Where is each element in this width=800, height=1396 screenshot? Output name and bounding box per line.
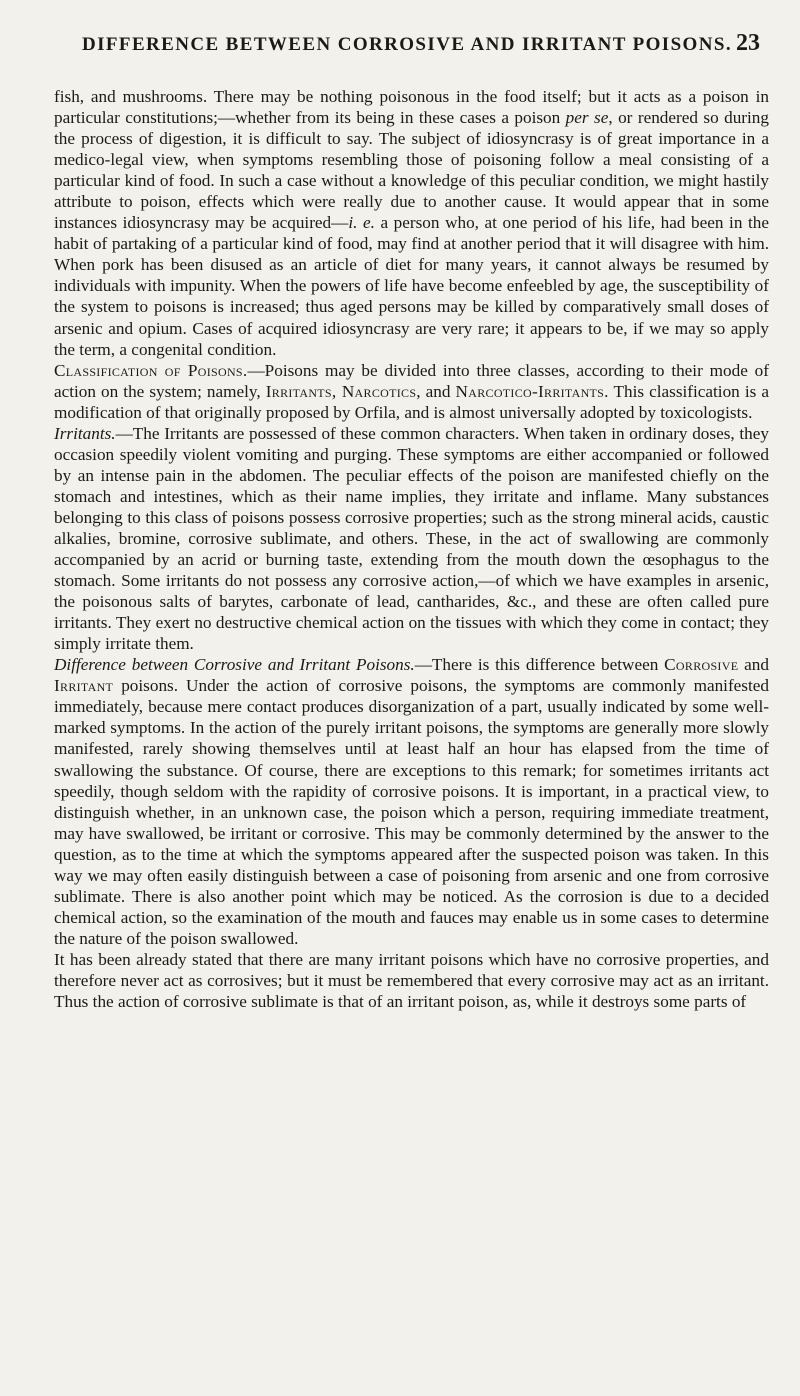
- running-head: DIFFERENCE BETWEEN CORROSIVE AND IRRITANT POISONS.: [82, 34, 732, 55]
- text-run: —Poisons may be divided into three classes, according to their mode of action on the system; namely,: [54, 360, 769, 401]
- text-run: , or rendered so during the process of digestion, it is difficult to say. The subject of idiosyncrasy is of great importance in a medico-legal view, when symptoms resembling those of poisoning follow a meal consisting of a particular kind of food. In such a case without a knowledge of this peculiar condition, we might hastily attribute to poison, effects which were really due to another cause. It would appear that in some instances idiosyncrasy may be acquired—: [54, 108, 769, 233]
- page-header: [54, 30, 760, 64]
- paragraph-final: [54, 949, 769, 1012]
- text-run: a person who, at one period of his life, had been in the habit of partaking of a particular kind of food, may find at another period that it will disagree with him. When pork has been disused as an article of diet for many years, it cannot always be resumed by individuals with impunity. When the powers of life have become enfeebled by age, the susceptibility of the system to poisons is increased; thus aged persons may be killed by comparatively small doses of arsenic and opium. Cases of acquired idiosyncrasy are very rare; it appears to be, if we may so apply the term, a congenital condition.: [54, 213, 769, 359]
- page-number: 23: [736, 30, 760, 56]
- text-run: , and: [416, 381, 456, 401]
- section-heading: Classification of Poisons.: [54, 360, 248, 380]
- text-run: It has been already stated that there are many irritant poisons which have no corrosive properties, and therefore never act as corrosives; but it must be remembered that every corrosive may act as an irritant. Thus the action of corrosive sublimate is that of an irritant poison, as, while it destroys some parts of: [54, 949, 769, 1012]
- text-run: fish, and mushrooms. There may be nothing poisonous in the food itself; but it acts as a poison in particular constitutions;—whether from its being in these cases a poison: [54, 87, 769, 128]
- italic-run: per se: [565, 108, 609, 128]
- section-heading: Difference between Corrosive and Irritant Poisons.: [54, 655, 415, 675]
- smallcaps-run: Irritants, Narcotics: [265, 381, 417, 401]
- paragraph-irritants: [54, 423, 769, 655]
- smallcaps-run: Corrosive: [664, 655, 739, 675]
- text-run: —The Irritants are possessed of these common characters. When taken in ordinary doses, they occasion speedily violent vomiting and purging. These symptoms are either accompanied or followed by an intense pain in the abdomen. The peculiar effects of the poison are manifested chiefly on the stomach and intestines, which as their name implies, they irritate and inflame. Many substances belonging to this class of poisons possess corrosive properties; such as the strong mineral acids, caustic alkalies, bromine, corrosive sublimate, and others. These, in the act of swallowing are commonly accompanied by an acrid or burning taste, extending from the mouth down the œsophagus to the stomach. Some irritants do not possess any corrosive action,—of which we have examples in arsenic, the poisonous salts of barytes, carbonate of lead, cantharides, &c., and these are often called pure irritants. They exert no destructive chemical action on the tissues with which they come in contact; they simply irritate them.: [54, 423, 769, 654]
- section-heading: Irritants.: [54, 423, 116, 443]
- paragraph-classification: [54, 360, 769, 423]
- body-text: [54, 86, 769, 1012]
- paragraph-difference: [54, 654, 769, 949]
- italic-run: i. e.: [348, 213, 375, 233]
- text-run: This classification is a modification of that originally proposed by Orfila, and is almost universally adopted by toxicologists.: [54, 381, 769, 422]
- text-run: and: [738, 655, 769, 675]
- smallcaps-run: Narcotico-Irritants.: [455, 381, 609, 401]
- text-run: —There is this difference between: [414, 655, 665, 675]
- smallcaps-run: Irritant: [54, 676, 114, 696]
- text-run: poisons. Under the action of corrosive poisons, the symptoms are commonly manifested immediately, because mere contact produces disorganization of a part, usually indicated by some well-marked symptoms. In the action of the purely irritant poisons, the symptoms are generally more slowly manifested, rarely showing themselves until at least half an hour has elapsed from the time of swallowing the substance. Of course, there are exceptions to this remark; for sometimes irritants act speedily, though seldom with the rapidity of corrosive poisons. It is important, in a practical view, to distinguish whether, in an unknown case, the poison which a person, requiring immediate treatment, may have swallowed, be irritant or corrosive. This may be commonly determined by the answer to the question, as to the time at which the symptoms appeared after the suspected poison was taken. In this way we may often easily distinguish between a case of poisoning from arsenic and one from corrosive sublimate. There is also another point which may be noticed. As the corrosion is due to a decided chemical action, so the examination of the mouth and fauces may enable us in some cases to determine the nature of the poison swallowed.: [54, 676, 769, 948]
- paragraph: [54, 86, 769, 360]
